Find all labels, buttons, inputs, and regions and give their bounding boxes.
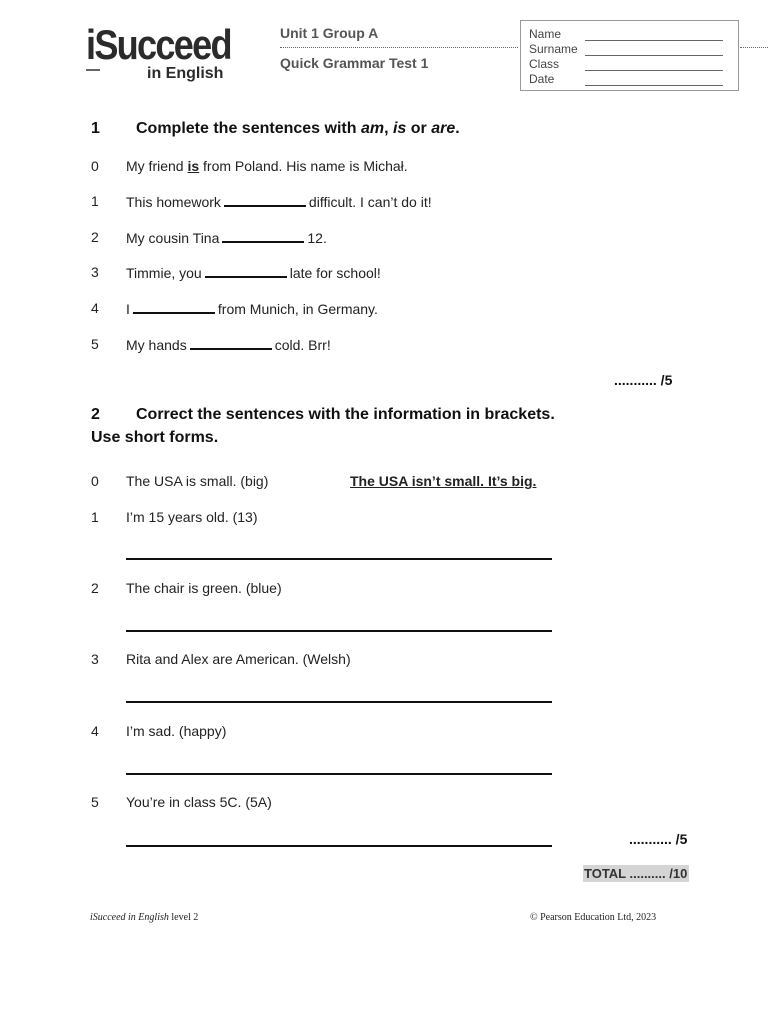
section-2-score: ........... /5 [629, 831, 688, 847]
item-number: 1 [91, 193, 99, 209]
date-label: Date [529, 72, 555, 86]
sentence-1: I’m 15 years old. (13) [126, 509, 258, 525]
section-2-title: Correct the sentences with the information in brackets. [136, 406, 555, 423]
unit-title: Unit 1 Group A [280, 25, 379, 41]
sentence-1: This homework difficult. I can’t do it! [126, 194, 432, 210]
example-sentence: The USA is small. (big) [126, 473, 269, 489]
section-2-number: 2 [91, 406, 100, 423]
date-field[interactable] [585, 71, 723, 86]
item-number: 5 [91, 336, 99, 352]
sentence-3: Timmie, you late for school! [126, 265, 381, 281]
answer-blank-1[interactable] [224, 193, 306, 207]
answer-blank-3[interactable] [205, 264, 287, 278]
answer-line-3[interactable] [126, 701, 552, 703]
sentence-5: You’re in class 5C. (5A) [126, 794, 272, 810]
sentence-2: The chair is green. (blue) [126, 580, 282, 596]
sentence-4: I from Munich, in Germany. [126, 301, 378, 317]
example-answer: is [187, 158, 200, 174]
logo: iSucceed [86, 21, 231, 68]
answer-line-5[interactable] [126, 845, 552, 847]
sentence-5: My hands cold. Brr! [126, 337, 331, 353]
answer-blank-5[interactable] [190, 336, 272, 350]
answer-line-4[interactable] [126, 773, 552, 775]
item-number: 3 [91, 651, 99, 667]
sentence-3: Rita and Alex are American. (Welsh) [126, 651, 351, 667]
footer-title: iSucceed in English level 2 [90, 912, 199, 923]
footer-copyright: © Pearson Education Ltd, 2023 [530, 912, 657, 923]
section-1-number: 1 [91, 120, 100, 137]
test-title: Quick Grammar Test 1 [280, 55, 429, 71]
surname-label: Surname [529, 42, 578, 56]
item-number: 0 [91, 473, 99, 489]
example-sentence: My friend is from Poland. His name is Michał. [126, 158, 408, 174]
item-number: 2 [91, 580, 99, 596]
answer-blank-2[interactable] [222, 229, 304, 243]
section-1-score: ........... /5 [614, 372, 673, 388]
class-field[interactable] [585, 56, 723, 71]
item-number: 3 [91, 264, 99, 280]
logo-subtitle: in English [147, 65, 224, 82]
total-score: TOTAL .......... /10 [584, 866, 688, 881]
item-number: 4 [91, 300, 99, 316]
answer-line-2[interactable] [126, 630, 552, 632]
answer-blank-4[interactable] [133, 300, 215, 314]
item-number: 5 [91, 794, 99, 810]
header-divider-right [740, 47, 768, 48]
sentence-2: My cousin Tina 12. [126, 230, 327, 246]
sentence-4: I’m sad. (happy) [126, 723, 227, 739]
item-number: 0 [91, 158, 99, 174]
student-info-box [520, 20, 739, 91]
answer-line-1[interactable] [126, 558, 552, 560]
item-number: 1 [91, 509, 99, 525]
item-number: 4 [91, 723, 99, 739]
logo-underline [86, 69, 100, 71]
class-label: Class [529, 57, 560, 71]
item-number: 2 [91, 229, 99, 245]
name-label: Name [529, 27, 562, 41]
section-2-instruction: Use short forms. [91, 429, 219, 446]
example-answer: The USA isn’t small. It’s big. [350, 473, 537, 489]
name-field[interactable] [585, 26, 723, 41]
section-1-title: Complete the sentences with am, is or are. [136, 120, 460, 137]
surname-field[interactable] [585, 41, 723, 56]
header-divider [280, 47, 518, 48]
